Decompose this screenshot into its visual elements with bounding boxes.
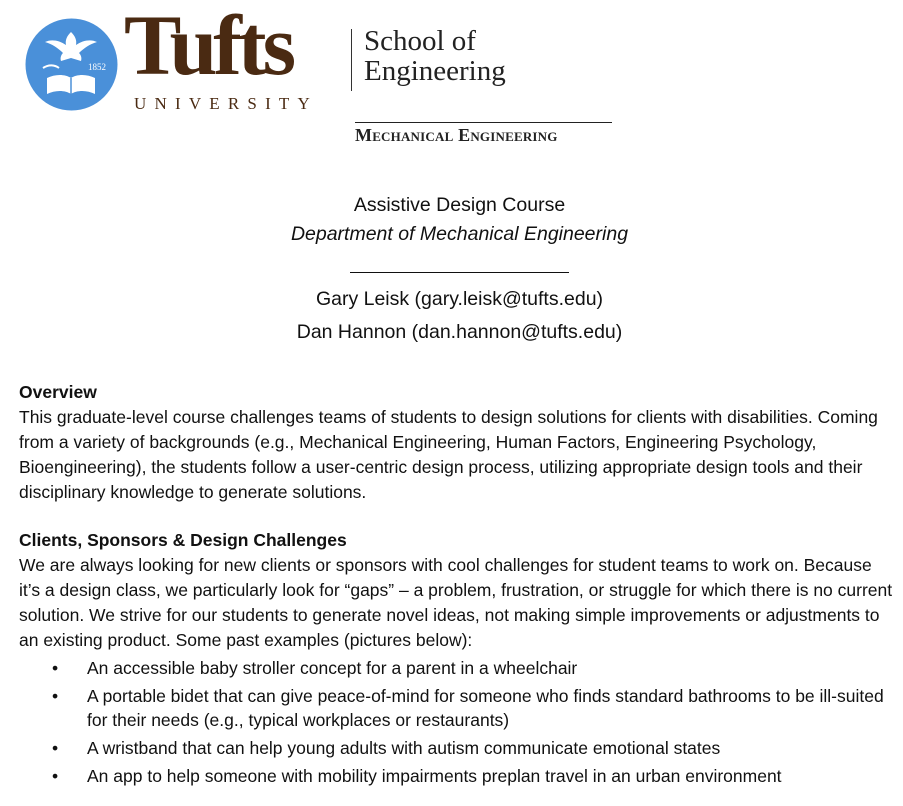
list-item — [19, 764, 897, 788]
list-item-text: An app to help someone with mobility impairments preplan travel in an urban environment — [87, 766, 782, 786]
seal-year: 1852 — [88, 62, 106, 72]
list-item — [19, 684, 897, 732]
course-title: Assistive Design Course — [353, 194, 566, 216]
school-name — [364, 26, 506, 86]
clients-body: We are always looking for new clients or sponsors with cool challenges for student teams to work on. Because it’s a design class, we particularly look for “gaps” – a problem, frustration, or struggle for which there is no current solution. We strive for our students to generate novel ideas, not making simple improvements or adjustments to an existing product. Some past examples (pictures below): — [19, 555, 893, 650]
bullet-icon: • — [52, 766, 59, 786]
school-line-1: School of — [364, 25, 476, 57]
list-item — [19, 656, 897, 680]
list-item — [19, 736, 897, 760]
university-label: UNIVERSITY — [134, 94, 318, 113]
course-department: Department of Mechanical Engineering — [290, 223, 629, 245]
clients-section — [19, 528, 897, 792]
seal-icon — [25, 18, 118, 111]
list-item-text: A portable bidet that can give peace-of-mind for someone who finds standard bathrooms to be ill-suited for their needs (e.g., typical workplaces or restaurants) — [87, 686, 884, 730]
bullet-icon: • — [52, 738, 59, 758]
examples-list — [19, 656, 897, 788]
school-line-2: Engineering — [364, 55, 506, 87]
bullet-icon: • — [52, 658, 59, 678]
bullet-icon: • — [52, 686, 59, 706]
instructor-2: Dan Hannon (dan.hannon@tufts.edu) — [296, 321, 623, 343]
course-divider — [350, 272, 569, 273]
header-divider — [351, 29, 352, 91]
instructor-1: Gary Leisk (gary.leisk@tufts.edu) — [315, 288, 604, 310]
clients-heading: Clients, Sponsors & Design Challenges — [19, 530, 347, 550]
list-item-text: A wristband that can help young adults with autism communicate emotional states — [87, 738, 721, 758]
overview-body: This graduate-level course challenges teams of students to design solutions for clients with disabilities. Coming from a variety of backgrounds (e.g., Mechanical Engineering, Human Factors, Engineering Psychology, Bioengineering), the students follow a user-centric design process, utilizing appropriate design tools and their disciplinary knowledge to generate solutions. — [19, 407, 878, 502]
header-rule — [355, 122, 612, 123]
overview-heading: Overview — [19, 382, 97, 402]
tufts-wordmark: Tufts — [124, 0, 293, 93]
overview-section — [19, 380, 897, 505]
list-item-text: An accessible baby stroller concept for a parent in a wheelchair — [87, 658, 578, 678]
department-label: Mechanical Engineering — [355, 125, 558, 145]
